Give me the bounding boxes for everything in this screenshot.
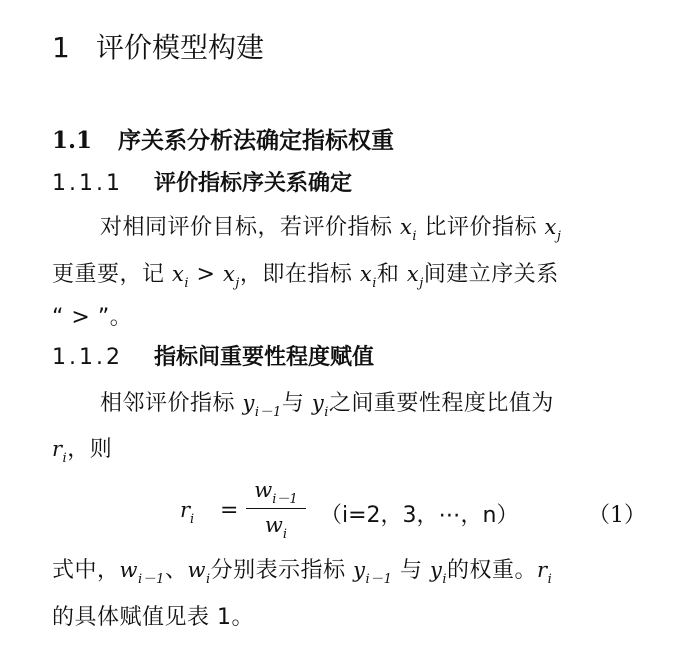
math-var: y: [353, 558, 366, 582]
math-var: r: [52, 437, 63, 461]
math-var: w: [119, 558, 138, 582]
math-var: r: [537, 558, 548, 582]
subsubsection-number: 1.1.2: [52, 345, 123, 370]
math-sub: i: [184, 276, 190, 291]
math-var: y: [242, 391, 255, 415]
math-sub: j: [419, 276, 424, 291]
paragraph-line: [100, 386, 554, 420]
section-heading: [52, 26, 264, 66]
fraction-numerator: [246, 478, 306, 506]
math-sub: i: [442, 572, 447, 587]
subsection-heading: [52, 122, 394, 155]
math-sub: i－1: [254, 405, 282, 420]
math-op: >: [189, 262, 223, 287]
math-var: y: [311, 391, 325, 415]
math-var: x: [544, 215, 557, 239]
text-run: ，则: [67, 437, 113, 462]
subsubsection-number: 1.1.1: [52, 171, 123, 196]
text-run: 式中，: [52, 558, 120, 583]
math-var: x: [400, 215, 413, 239]
math-var: w: [254, 478, 273, 502]
text-run: 间建立序关系: [423, 262, 559, 287]
fraction-denominator: [246, 513, 306, 542]
math-sub: i: [547, 572, 553, 587]
math-var: x: [222, 262, 236, 286]
math-sub: i: [62, 451, 68, 466]
math-sub: i－1: [272, 492, 298, 507]
equation-condition: （i=2，3，⋯，n）: [320, 503, 519, 528]
text-run: 、: [164, 558, 188, 583]
text-run: 对相同评价目标，若评价指标: [100, 215, 393, 240]
text-run: 更重要，记: [52, 262, 165, 287]
math-sub: j: [556, 229, 562, 244]
paragraph-line: [100, 210, 562, 244]
math-sub: i: [205, 572, 211, 587]
text-run: 的具体赋值见表 1。: [52, 605, 254, 630]
math-sub: i: [282, 527, 288, 542]
math-sub: i: [412, 229, 418, 244]
math-sub: i: [324, 405, 329, 420]
math-var: y: [429, 558, 443, 582]
subsubsection-title: 指标间重要性程度赋值: [154, 345, 375, 370]
text-run: 的权重。: [447, 558, 538, 583]
text-run: 与: [281, 391, 305, 416]
text-run: 比评价指标: [424, 215, 538, 240]
paragraph-line: [52, 553, 553, 587]
paragraph-line: [52, 600, 254, 631]
section-title: 评价模型构建: [96, 31, 265, 64]
math-var: w: [187, 558, 206, 582]
paragraph-line: [52, 432, 113, 466]
text-run: ，即在指标: [239, 262, 353, 287]
math-sub: i: [372, 276, 377, 291]
math-var: w: [264, 513, 283, 537]
math-var: x: [406, 262, 420, 286]
math-var: r: [180, 498, 191, 522]
equation-number: （1）: [588, 503, 646, 528]
math-sub: j: [235, 276, 240, 291]
subsubsection-heading-1: [52, 166, 352, 197]
subsubsection-heading-2: [52, 340, 374, 371]
equals-sign: =: [220, 498, 239, 523]
paragraph-line: [52, 300, 132, 331]
math-sub: i: [190, 512, 195, 527]
text-run: 之间重要性程度比值为: [328, 391, 554, 416]
fraction-bar: [246, 508, 306, 509]
math-var: x: [172, 262, 185, 286]
subsection-title: 序关系分析法确定指标权重: [118, 127, 394, 154]
text-run: 相邻评价指标: [100, 391, 236, 416]
text-run: 与: [399, 558, 423, 583]
text-run: 分别表示指标: [210, 558, 346, 583]
section-number: 1: [52, 31, 70, 64]
subsubsection-title: 评价指标序关系确定: [154, 171, 353, 196]
math-sub: i－1: [365, 572, 393, 587]
equation-lhs: [180, 498, 195, 527]
text-run: “ > ”。: [52, 305, 133, 330]
subsection-number: 1.1: [52, 127, 93, 154]
text-run: 和: [376, 262, 400, 287]
math-sub: i－1: [138, 572, 165, 587]
paragraph-line: [52, 257, 559, 291]
fraction: [246, 478, 306, 542]
math-var: x: [359, 262, 373, 286]
